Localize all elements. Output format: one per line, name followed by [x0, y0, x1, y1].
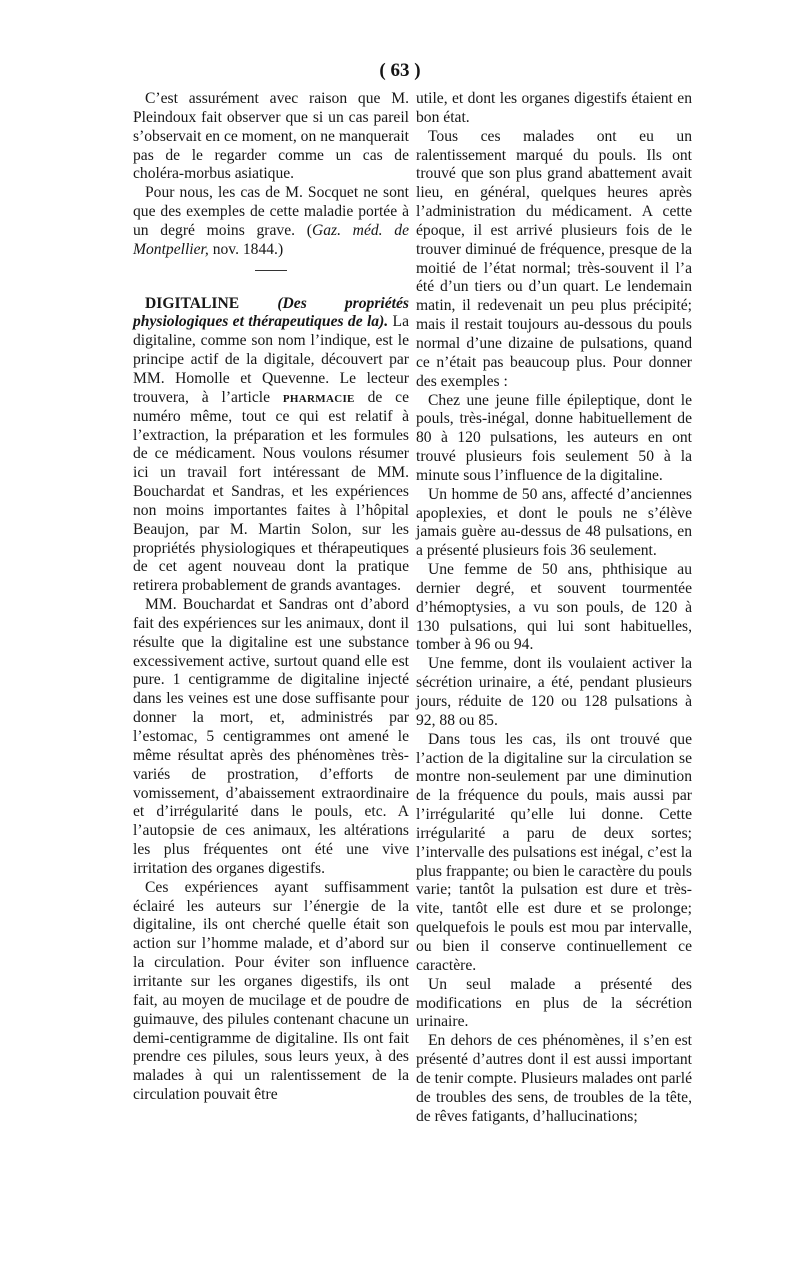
paragraph-text: La digitaline, comme son nom l’indique, est le principe actif de la digitale, découvert par MM. Homolle et Quevenne. Le lecteur trouvera, à l’article: [133, 313, 409, 406]
right-column: [416, 90, 692, 1126]
cross-reference: pharmacie: [282, 388, 355, 406]
paragraph: utile, et dont les organes digestifs étaient en bon état.: [416, 90, 692, 126]
citation: Gaz. méd. de Montpellier,: [133, 221, 409, 258]
paragraph: C’est assurément avec raison que M. Pleindoux fait observer que si un cas pareil s’observait en ce moment, on ne manquerait pas de le regarder comme un cas de choléra-morbus asiatique.: [133, 90, 409, 183]
paragraph-text: de ce numéro même, tout ce qui est relatif à l’extraction, la préparation et les formules de ce médicament. Nous voulons résumer ici un travail fort intéressant de MM. Bouchardat et Sandras, et les expériences non moins importantes faites à l’hôpital Beaujon, par M. Martin Solon, sur les propriétés physiologiques et thérapeutiques de cet agent nouveau dont la pratique retirera probablement de grands avantages.: [133, 388, 409, 595]
paragraph: Un homme de 50 ans, affecté d’anciennes apoplexies, et dont le pouls ne s’élève jamais guère au-dessus de 48 pulsations, en a présenté plusieurs fois 36 seulement.: [416, 485, 692, 560]
paragraph: MM. Bouchardat et Sandras ont d’abord fait des expériences sur les animaux, dont il résulte que la digitaline est une substance excessivement active, surtout quand elle est pure. 1 centigramme de digitaline injecté dans les veines est une dose suffisante pour donner la mort, et, administrés par l’estomac, 5 centigrammes ont amené le même résultat après des phénomènes très-variés de prostration, d’efforts de vomissement, d’abaissement extraordinaire et d’irrégularité dans le pouls, etc. A l’autopsie de ces animaux, les altérations les plus fréquentes ont été une vive irritation des organes digestifs.: [133, 596, 409, 877]
paragraph: Ces expériences ayant suffisamment éclairé les auteurs sur l’énergie de la digitaline, ils ont cherché quelle était son action sur l’homme malade, et d’abord sur la circulation. Pour éviter son influence irritante sur les organes digestifs, ils ont fait, au moyen de mucilage et de poudre de guimauve, des pilules contenant chacune un demi-centigramme de digitaline. Ils ont fait prendre ces pilules, sous leurs yeux, à des malades à qui un ralentissement de la circulation pouvait être: [133, 878, 409, 1104]
article-subtitle: (Des propriétés physiologiques et thérapeutiques de la).: [133, 294, 409, 331]
paragraph-text: Pour nous, les cas de M. Socquet ne sont que des exemples de cette maladie portée à un degré moins grave. (: [133, 184, 409, 239]
article-title: DIGITALINE: [145, 294, 240, 312]
paragraph: Tous ces malades ont eu un ralentissement marqué du pouls. Ils ont trouvé que son plus grand abattement avait lieu, en général, quelques heures après l’administration du médicament. A cette époque, il est arrivé plusieurs fois de le trouver diminué de fréquence, presque de la moitié de l’état normal; très-souvent il l’a été d’un tiers ou d’un quart. Le lendemain matin, il redevenait un peu plus précipité; mais il restait toujours au-dessous du pouls normal d’une dizaine de pulsations, quand ce n’était pas beaucoup plus. Pour donner des exemples :: [416, 127, 692, 390]
paragraph: [133, 184, 409, 259]
left-column: [133, 90, 409, 1105]
paragraph: Dans tous les cas, ils ont trouvé que l’action de la digitaline sur la circulation se montre non-seulement par une diminution de la fréquence du pouls, mais aussi par l’irrégularité qu’elle lui donne. Cette irrégularité a paru de deux sortes; l’intervalle des pulsations est inégal, c’est la plus frappante; ou bien le caractère du pouls varie; tantôt la pulsation est dure et très-vite, tantôt elle est dure et se prolonge; quelquefois le pouls est mou par intervalle, ou bien il conserve continuellement ce caractère.: [416, 730, 692, 974]
article-heading: [133, 295, 409, 597]
paragraph: Une femme de 50 ans, phthisique au dernier degré, et souvent tourmentée d’hémoptysies, a vu son pouls, de 120 à 130 pulsations, qui lui sont habituelles, tomber à 96 ou 94.: [416, 561, 692, 654]
section-divider: [255, 270, 287, 271]
page-number: ( 63 ): [379, 60, 421, 81]
paragraph: Un seul malade a présenté des modifications en plus de la sécrétion urinaire.: [416, 975, 692, 1031]
paragraph: Une femme, dont ils voulaient activer la sécrétion urinaire, a été, pendant plusieurs jours, réduite de 120 ou 128 pulsations à 92, 88 ou 85.: [416, 655, 692, 729]
paragraph: En dehors de ces phénomènes, il s’en est présenté d’autres dont il est aussi important de tenir compte. Plusieurs malades ont parlé de troubles des sens, de troubles de la tête, de rêves fatigants, d’hallucinations;: [416, 1032, 692, 1125]
citation-date: nov. 1844.): [208, 240, 284, 258]
paragraph: Chez une jeune fille épileptique, dont le pouls, très-inégal, donne habituellement de 80 à 120 pulsations, les auteurs en ont trouvé plusieurs fois seulement 50 à la minute sous l’influence de la digitaline.: [416, 391, 692, 484]
